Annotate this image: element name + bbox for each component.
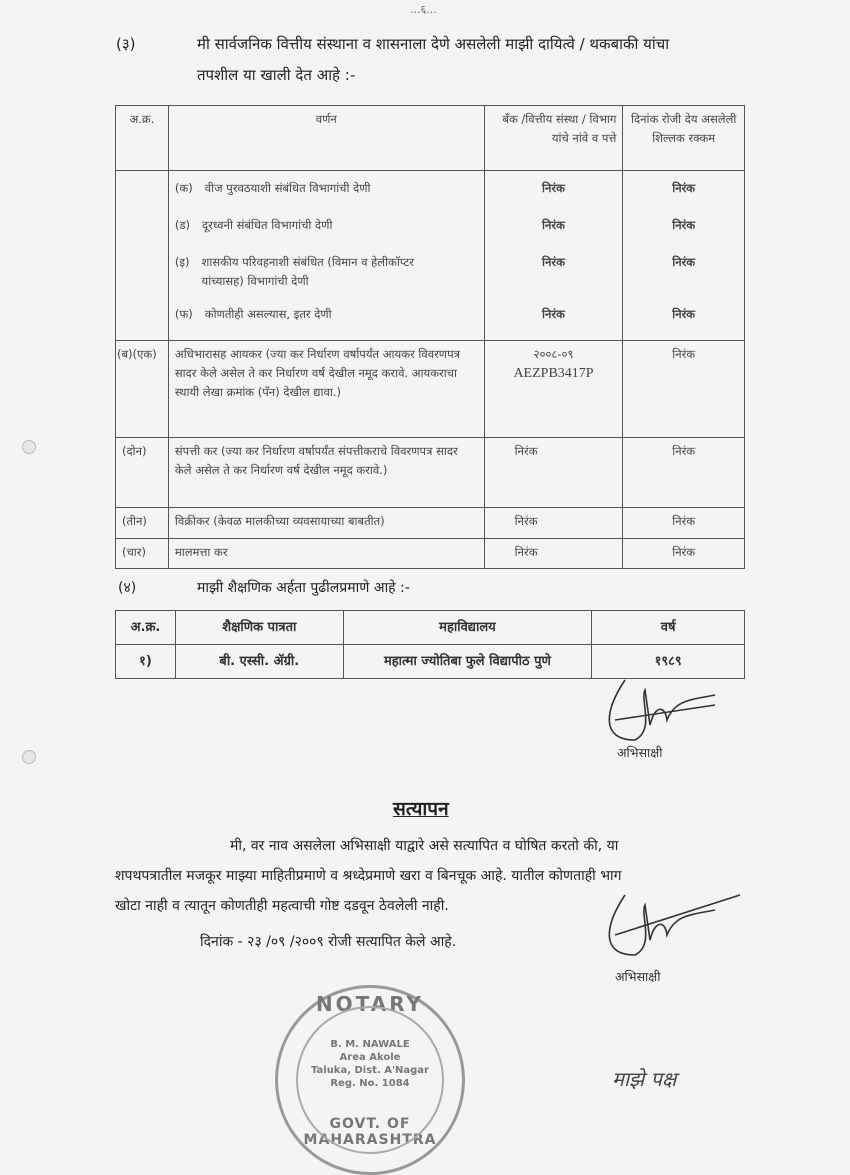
cell: महात्मा ज्योतिबा फुले विद्यापीठ पुणे — [343, 645, 592, 679]
amount-value: निरंक — [623, 341, 745, 438]
amount-value: निरंक — [623, 539, 745, 569]
row-number: (तीन) — [116, 508, 169, 539]
table-header-row — [116, 611, 745, 645]
item-desc: शासकीय परिवहनाशी संबंधित (विमान व हेलीकॉप्टर यांच्यासह) विभागांची देणी — [201, 255, 414, 288]
header-cell: शैक्षणिक पात्रता — [175, 611, 343, 645]
verification-text: खोटा नाही व त्यातून कोणतीही महत्वाची गोष्ट दडवून ठेवलेली नाही. — [115, 898, 449, 914]
punch-hole — [22, 440, 36, 454]
liabilities-table — [115, 105, 745, 569]
section-text: तपशील या खाली देत आहे :- — [197, 66, 356, 84]
table-row — [116, 171, 745, 341]
table-row — [116, 539, 745, 569]
signature — [595, 885, 745, 965]
verification-title: सत्यापन — [393, 798, 449, 820]
stamp-text: Area Akole — [339, 1052, 401, 1063]
stamp-text: NOTARY — [315, 992, 425, 1016]
item-label: (इ) — [174, 255, 190, 269]
signature — [595, 670, 725, 750]
handwritten-note: माझे पक्ष — [612, 1067, 677, 1091]
table-row — [116, 508, 745, 539]
row-desc: विक्रीकर (केवळ मालकीच्या व्यवसायाच्या बाबतीत) — [168, 508, 484, 539]
header-cell: अ.क्र. — [116, 611, 176, 645]
amount-value: निरंक — [623, 438, 745, 508]
notary-stamp — [275, 985, 465, 1175]
section-text: माझी शैक्षणिक अर्हता पुढीलप्रमाणे आहे :- — [197, 580, 410, 596]
row-number: (दोन) — [116, 438, 169, 508]
row-number: (चार) — [116, 539, 169, 569]
verification-text: मी, वर नाव असलेला अभिसाक्षी याद्वारे असे सत्यापित व घोषित करतो की, या — [230, 838, 619, 854]
header-cell: अ.क्र. — [116, 106, 169, 171]
amount-value: निरंक — [623, 508, 745, 539]
header-cell: वर्णन — [168, 106, 484, 171]
amount-value: निरंक — [672, 255, 696, 269]
cell: १) — [116, 645, 176, 679]
item-label: (क) — [174, 181, 193, 195]
stamp-text: Reg. No. 1084 — [330, 1078, 410, 1089]
row-number: (ब)(एक) — [116, 341, 169, 438]
pan-number: AEZPB3417P — [513, 366, 594, 381]
verification-date: दिनांक - २३ /०९ /२००९ रोजी सत्यापित केले आहे. — [200, 934, 457, 950]
item-desc: वीज पुरवठयाशी संबंधित विभागांची देणी — [204, 181, 371, 195]
stamp-text: B. M. NAWALE — [330, 1039, 410, 1050]
row-desc: अधिभारासह आयकर (ज्या कर निर्धारण वर्षापर्यंत आयकर विवरणपत्र सादर केले असेल ते कर निर्धारण वर्ष देखील नमूद करावे. आयकराचा स्थायी लेखा क्रमांक (पॅन) देखील द्यावा.) — [168, 341, 484, 438]
stamp-text: GOVT. OF MAHARASHTRA — [303, 1116, 437, 1148]
bank-value: निरंक — [542, 307, 565, 321]
deponent-label: अभिसाक्षी — [615, 969, 661, 984]
table-row — [116, 341, 745, 438]
deponent-label: अभिसाक्षी — [617, 745, 663, 760]
item-label: (फ) — [174, 307, 193, 321]
stamp-text: Taluka, Dist. A'Nagar — [310, 1065, 429, 1076]
row-desc: मालमत्ता कर — [168, 539, 484, 569]
bank-value: निरंक — [484, 438, 623, 508]
assessment-year: २००८-०९ — [533, 347, 574, 361]
punch-hole — [22, 750, 36, 764]
verification-text: शपथपत्रातील मजकूर माझ्या माहितीप्रमाणे व श्रध्देप्रमाणे खरा व बिनचूक आहे. यातील कोणताही भाग — [115, 868, 622, 884]
item-desc: दूरध्वनी संबंधित विभागांची देणी — [202, 218, 333, 232]
section-number: (३) — [116, 35, 136, 53]
section-number: (४) — [118, 580, 137, 596]
table-row — [116, 438, 745, 508]
education-table — [115, 610, 745, 679]
section-text: मी सार्वजनिक वित्तीय संस्थाना व शासनाला देणे असलेली माझी दायित्वे / थकबाकी यांचा — [197, 35, 670, 53]
amount-value: निरंक — [672, 307, 696, 321]
header-cell: दिनांक रोजी देय असलेली शिल्लक रक्कम — [623, 106, 745, 171]
cell: बी. एस्सी. ॲग्री. — [175, 645, 343, 679]
page-marker: ...६... — [410, 3, 437, 16]
bank-value: निरंक — [542, 255, 565, 269]
item-desc: कोणतीही असल्यास, इतर देणी — [204, 307, 332, 321]
item-label: (ड) — [174, 218, 191, 232]
row-desc: संपत्ती कर (ज्या कर निर्धारण वर्षापर्यंत संपत्तीकराचे विवरणपत्र सादर केले असेल ते कर निर्धारण वर्ष देखील नमूद करावे.) — [168, 438, 484, 508]
bank-value: निरंक — [542, 181, 565, 195]
amount-value: निरंक — [672, 218, 696, 232]
table-header-row — [116, 106, 745, 171]
bank-value: निरंक — [484, 508, 623, 539]
header-cell: बँक /वित्तीय संस्था / विभाग यांचे नांवे व पत्ते — [484, 106, 623, 171]
header-cell: महाविद्यालय — [343, 611, 592, 645]
amount-value: निरंक — [672, 181, 696, 195]
bank-value: निरंक — [542, 218, 565, 232]
header-cell: वर्ष — [592, 611, 745, 645]
bank-value: निरंक — [484, 539, 623, 569]
cell: १९८९ — [592, 645, 745, 679]
